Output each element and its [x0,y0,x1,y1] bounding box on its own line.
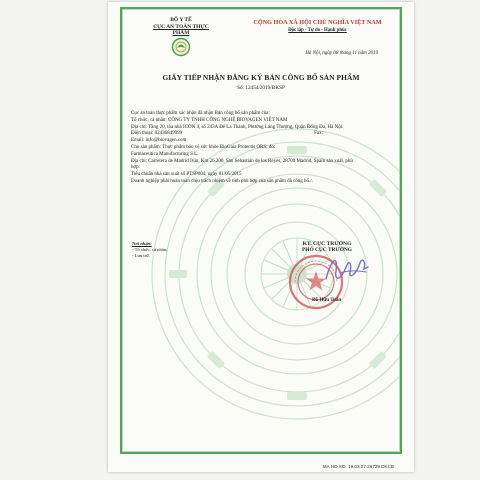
signatory-subtitle: PHÓ CỤC TRƯỞNG [301,247,352,253]
manufacturer-address: Địa chỉ: Carretera de Madrid Irún, Km 26,200, San Sebastián de los Reyes, 28709 Madrid, Spain sản xuất, phù hợp: [131,158,353,171]
recipient-item: - Tổ chức, cá nhân; [132,247,168,252]
product: Cho sản phẩm: Thực phẩm bảo vệ sức khỏe BioGaia Protectis ORS; do: [131,144,276,150]
signer-name: Đỗ Hữu Tuấn [312,298,342,303]
national-motto: Độc lập - Tự do - Hạnh phúc [288,28,347,33]
issue-date: Hà Nội, ngày 08 tháng 11 năm 2019 [305,51,378,56]
responsibility-statement: Doanh nghiệp phải hoàn toàn chịu trách nhiệm về tính phù hợp của sản phẩm đã công bố./. [131,178,313,184]
country-name: CỘNG HÒA XÃ HỘI CHỦ NGHĨA VIỆT NAM [253,19,382,26]
dossier-code: MA HO SO: 19.03.07.26729.DKCB [322,464,394,469]
standard: Tiêu chuẩn nhà sản xuất số PTSP004, ngày 01/05/2015 [131,172,242,178]
document-body [131,111,363,186]
issuing-agency [146,17,216,57]
fax: Fax: [314,131,323,137]
agency-logo-icon [171,37,191,57]
contact-row [131,131,363,138]
phone: Điện thoại: 02436849999 [131,131,183,137]
recipient-item: - Lưu trữ. [132,253,150,258]
national-header [230,19,402,33]
signatory-title: KT. CỤC TRƯỞNG [302,241,352,247]
document-page [108,2,414,472]
intro-text: Cục an toàn thực phẩm xác nhận đã nhận Bản công bố sản phẩm của: [131,111,270,116]
manufacturer: Farmaceutica Manufacturing S.L. [131,151,199,157]
recipients [132,241,167,259]
email: Email: info@biovagen.com [131,138,187,144]
document-header [122,17,400,47]
document-number: Số: 12454/2019/ĐKSP [237,85,285,91]
certificate-border [120,7,402,454]
organization: Tổ chức, cá nhân: CÔNG TY TNHH CÔNG NGHỆ BIOVAGEN VIỆT NAM [131,117,288,123]
document-title: GIẤY TIẾP NHẬN ĐĂNG KÝ BẢN CÔNG BỐ SẢN PHẨM [162,73,360,82]
agency-name: CỤC AN TOÀN THỰC PHẨM [153,24,209,36]
organization-address: Địa chỉ: Tầng 20, tòa nhà ICON 4, số 243A Đê La Thành, Phường Láng Thượng, Quận Đống Đa, Hà Nội. [131,124,344,130]
recipients-heading: Nơi nhận: [132,241,152,246]
handwritten-signature [322,249,372,289]
ministry-name: BỘ Y TẾ [170,17,192,23]
